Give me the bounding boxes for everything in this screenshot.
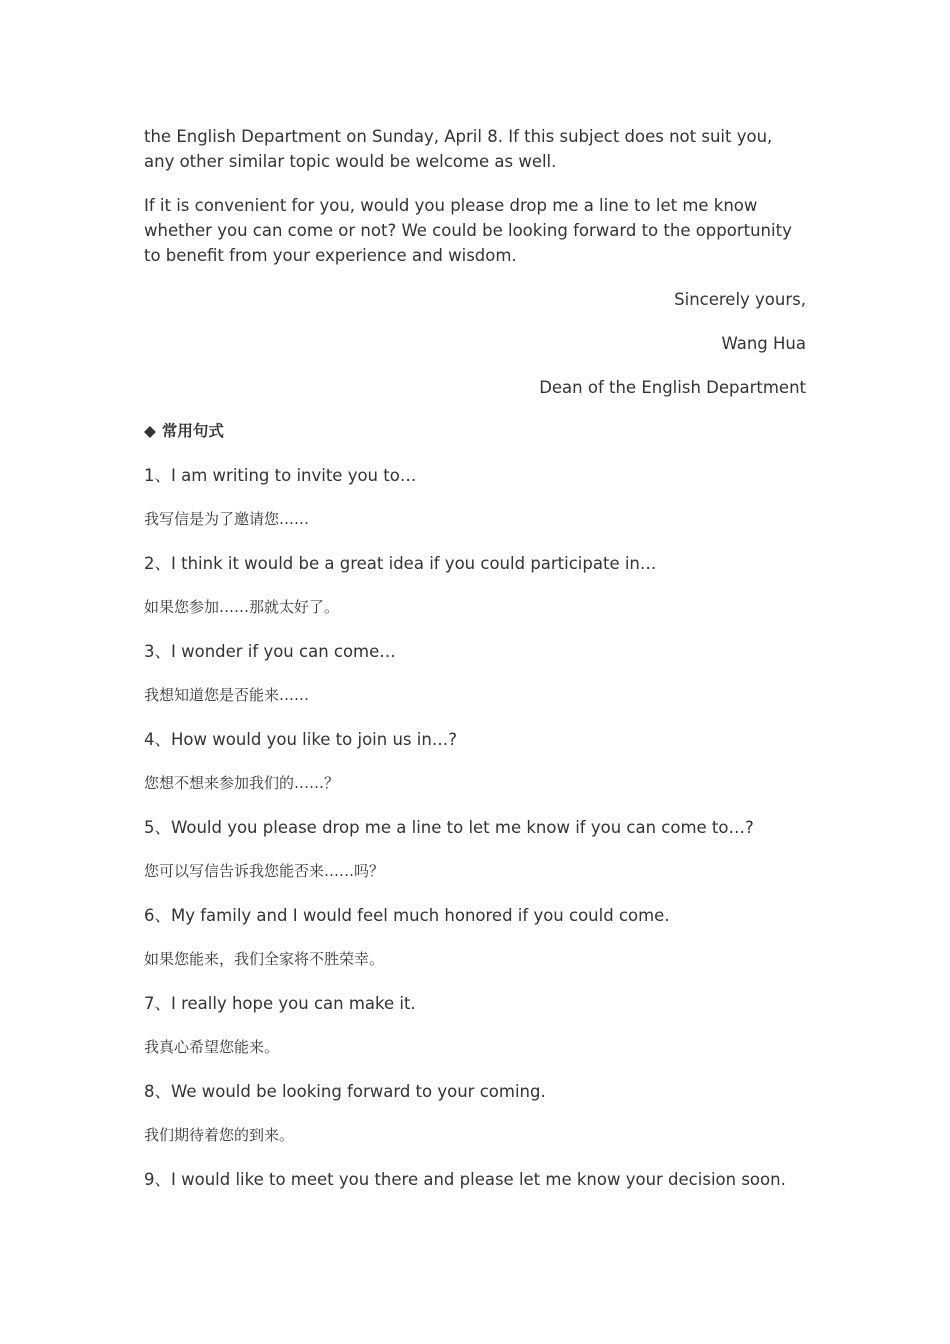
- phrase-zh-5: 您可以写信告诉我您能否来……吗？: [144, 862, 385, 880]
- phrase-zh-8: 我们期待着您的到来。: [144, 1126, 295, 1144]
- letter-paragraph-2: If it is convenient for you, would you please drop me a line to let me know whether you can come or not? We could be looking forward to the opportunity to benefit from your experience and wisdom.: [144, 196, 792, 265]
- phrase-en-8: 8、We would be looking forward to your coming.: [144, 1082, 546, 1101]
- phrase-zh-2: 如果您参加……那就太好了。: [144, 598, 340, 616]
- phrase-zh-3: 我想知道您是否能来……: [144, 686, 310, 704]
- phrase-en-6: 6、My family and I would feel much honored if you could come.: [144, 906, 670, 925]
- diamond-bullet-icon: ◆: [144, 422, 156, 440]
- phrase-zh-6: 如果您能来，我们全家将不胜荣幸。: [144, 950, 385, 968]
- phrase-zh-7: 我真心希望您能来。: [144, 1038, 280, 1056]
- phrase-en-7: 7、I really hope you can make it.: [144, 994, 416, 1013]
- phrase-zh-1: 我写信是为了邀请您……: [144, 510, 310, 528]
- phrase-en-2: 2、I think it would be a great idea if you could participate in…: [144, 554, 657, 573]
- signature-title: Dean of the English Department: [539, 378, 806, 397]
- phrase-en-4: 4、How would you like to join us in…?: [144, 730, 458, 749]
- signature-name: Wang Hua: [721, 334, 806, 353]
- phrase-en-1: 1、I am writing to invite you to…: [144, 466, 417, 485]
- section-heading: [144, 419, 806, 444]
- phrase-zh-4: 您想不想来参加我们的……？: [144, 774, 340, 792]
- document-page: [144, 124, 806, 1211]
- phrase-en-9: 9、I would like to meet you there and please let me know your decision soon.: [144, 1170, 786, 1189]
- letter-paragraph-1: the English Department on Sunday, April 8. If this subject does not suit you, any other similar topic would be welcome as well.: [144, 127, 773, 171]
- letter-closing: Sincerely yours,: [674, 290, 806, 309]
- section-title: 常用句式: [161, 422, 224, 440]
- phrase-en-5: 5、Would you please drop me a line to let me know if you can come to…?: [144, 818, 754, 837]
- phrase-en-3: 3、I wonder if you can come…: [144, 642, 396, 661]
